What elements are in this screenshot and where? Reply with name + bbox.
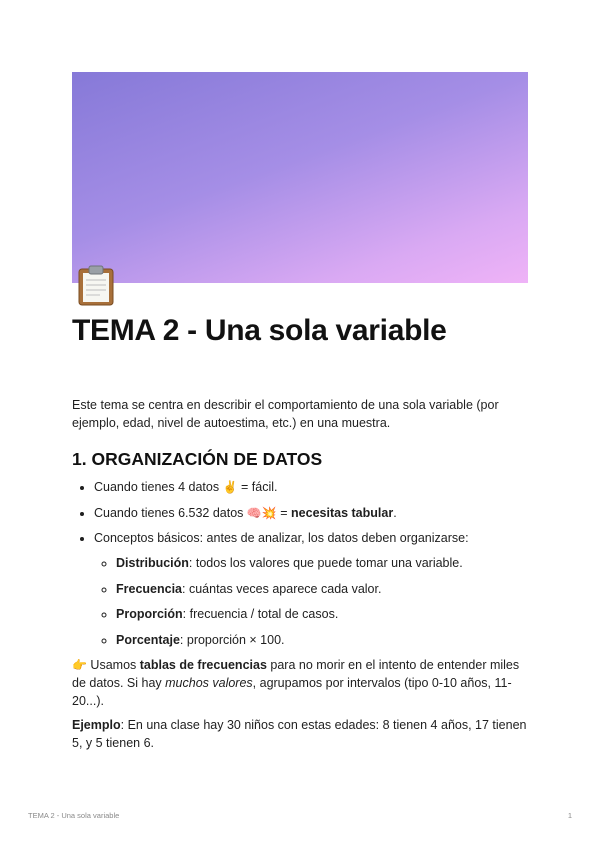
document-body: [72, 396, 532, 758]
concept-item: ◦ Frecuencia: cuántas veces aparece cada valor.: [116, 580, 532, 598]
intro-paragraph: Este tema se centra en describir el comportamiento de una sola variable (por ejemplo, edad, nivel de autoestima, etc.) en una muestra.: [72, 398, 499, 430]
example-paragraph: Ejemplo: En una clase hay 30 niños con estas edades: 8 tienen 4 años, 17 tienen 5, y 5 tienen 6.: [72, 718, 527, 750]
page-title: TEMA 2 - Una sola variable: [72, 314, 447, 347]
section-heading: 1. ORGANIZACIÓN DE DATOS: [72, 449, 323, 469]
footer-doc-title: TEMA 2 - Una sola variable: [28, 811, 120, 820]
concept-list: [94, 554, 532, 649]
frequency-tables-paragraph: 👉 Usamos tablas de frecuencias para no morir en el intento de entender miles de datos. Si hay muchos valores, agrupamos por intervalos (tipo 0-10 años, 11-20...).: [72, 658, 520, 708]
clipboard-icon: [76, 264, 116, 306]
bullet-list: [72, 478, 532, 649]
concept-item: ◦ Porcentaje: proporción × 100.: [116, 631, 532, 649]
list-item: • Cuando tienes 4 datos ✌️ = fácil.: [94, 478, 532, 496]
cover-image: [72, 72, 528, 283]
list-item: • Conceptos básicos: antes de analizar, los datos deben organizarse: ◦ Distribución: todos los valores que puede tomar una variable. ◦ Frecuencia: cuántas veces aparece cada valor. ◦ Proporción: frecuencia / total de casos. ◦ Porcentaje: proporción × 100.: [94, 529, 532, 649]
brain-explosion-icon: 🧠💥: [246, 505, 277, 520]
footer-page-number: 1: [567, 811, 572, 820]
victory-hand-icon: ✌️: [222, 480, 238, 494]
pointing-hand-icon: 👉: [72, 658, 87, 672]
list-item: • Cuando tienes 6.532 datos 🧠💥 = necesitas tabular.: [94, 504, 532, 522]
concept-item: ◦ Proporción: frecuencia / total de casos.: [116, 605, 532, 623]
concept-item: ◦ Distribución: todos los valores que puede tomar una variable.: [116, 554, 532, 572]
